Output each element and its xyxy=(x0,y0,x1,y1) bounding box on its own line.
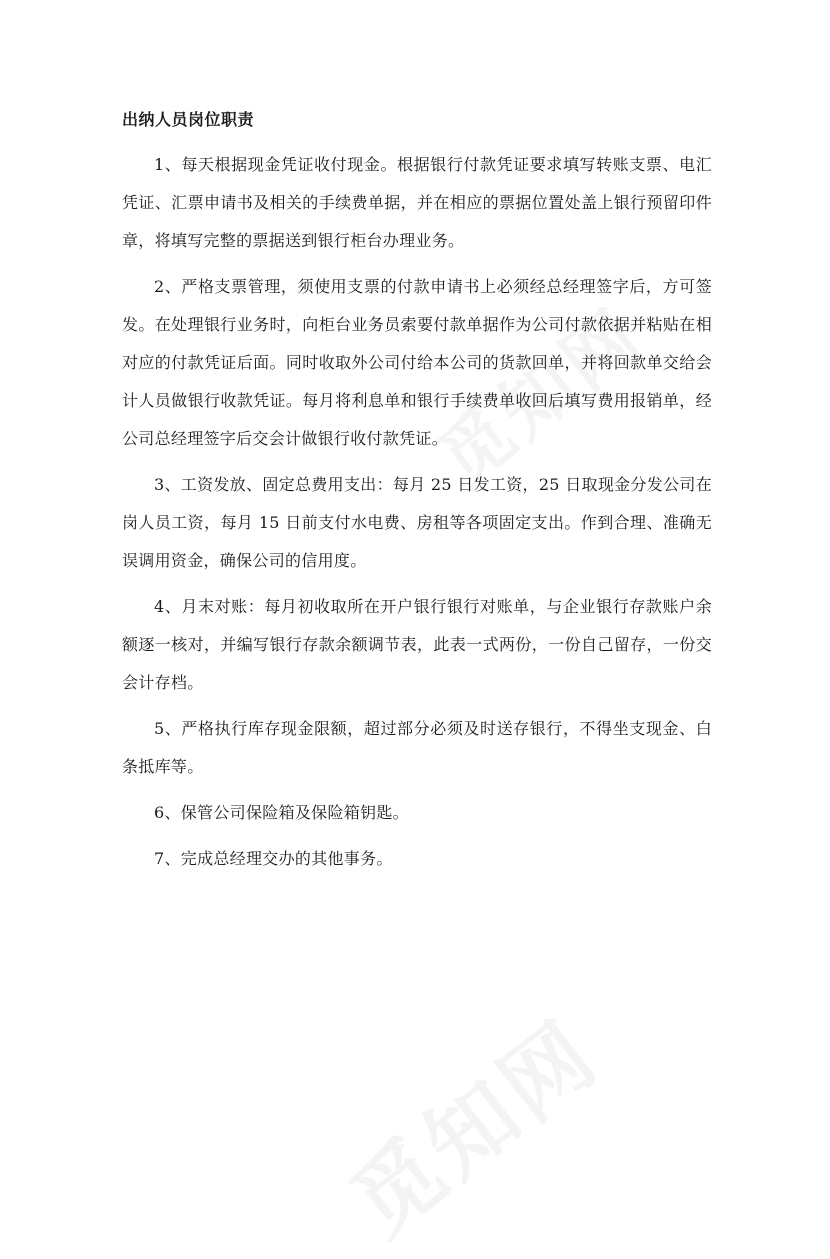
paragraph-3: 3、工资发放、固定总费用支出：每月 25 日发工资，25 日取现金分发公司在岗人员工资，每月 15 日前支付水电费、房租等各项固定支出。作到合理、准确无误调用资金，确保公司的信用度。 xyxy=(122,475,712,570)
paragraph-4: 4、月末对账：每月初收取所在开户银行银行对账单，与企业银行存款账户余额逐一核对，并编写银行存款余额调节表，此表一式两份，一份自己留存，一份交会计存档。 xyxy=(122,597,712,692)
watermark xyxy=(321,987,621,1259)
paragraph-5: 5、严格执行库存现金限额，超过部分必须及时送存银行，不得坐支现金、白条抵库等。 xyxy=(122,719,712,776)
paragraph-1: 1、每天根据现金凭证收付现金。根据银行付款凭证要求填写转账支票、电汇凭证、汇票申请书及相关的手续费单据，并在相应的票据位置处盖上银行预留印件章，将填写完整的票据送到银行柜台办理业务。 xyxy=(122,155,712,250)
paragraph-6: 6、保管公司保险箱及保险箱钥匙。 xyxy=(154,803,409,822)
paragraph-2: 2、严格支票管理，须使用支票的付款申请书上必须经总经理签字后，方可签发。在处理银行业务时，向柜台业务员索要付款单据作为公司付款依据并粘贴在相对应的付款凭证后面。同时收取外公司付给本公司的货款回单，并将回款单交给会计人员做银行收款凭证。每月将利息单和银行手续费单收回后填写费用报销单，经公司总经理签字后交会计做银行收付款凭证。 xyxy=(122,277,712,448)
document-body xyxy=(122,108,712,886)
document-title: 出纳人员岗位职责 xyxy=(122,110,255,129)
paragraph-7: 7、完成总经理交办的其他事务。 xyxy=(154,849,393,868)
